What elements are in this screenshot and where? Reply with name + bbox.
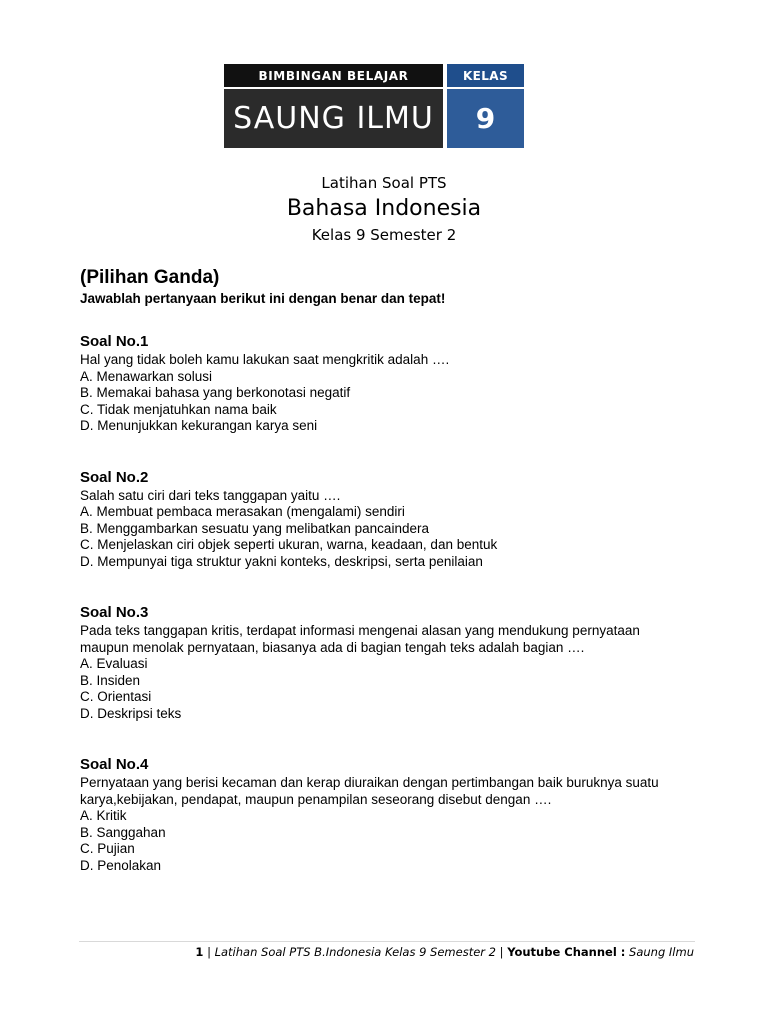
question-1 bbox=[80, 332, 700, 435]
document-class-line: Kelas 9 Semester 2 bbox=[311, 226, 457, 244]
question-title: Soal No.1 bbox=[80, 333, 149, 350]
answer-option: B. Sanggahan bbox=[80, 824, 166, 840]
logo-tagline: BIMBINGAN BELAJAR bbox=[224, 64, 443, 87]
logo-brand-name: SAUNG ILMU bbox=[224, 89, 443, 148]
footer-divider bbox=[79, 941, 695, 942]
section-instruction: Jawablah pertanyaan berikut ini dengan benar dan tepat! bbox=[80, 291, 446, 306]
answer-option: A. Kritik bbox=[80, 808, 127, 823]
question-title: Soal No.2 bbox=[80, 468, 149, 486]
answer-option: D. Mempunyai tiga struktur yakni konteks, deskripsi, serta penilaian bbox=[80, 553, 483, 569]
question-text: karya,kebijakan, pendapat, maupun penampilan seseorang disebut dengan …. bbox=[80, 791, 552, 807]
footer-separator: | bbox=[207, 945, 211, 959]
answer-option: C. Pujian bbox=[80, 841, 135, 856]
question-3 bbox=[80, 603, 700, 722]
answer-option: D. Penolakan bbox=[80, 857, 162, 873]
answer-option: C. Tidak menjatuhkan nama baik bbox=[80, 401, 277, 417]
document-header bbox=[0, 172, 768, 246]
question-text: Salah satu ciri dari teks tanggapan yaitu …. bbox=[80, 487, 341, 503]
answer-option: D. Menunjukkan kekurangan karya seni bbox=[80, 418, 318, 433]
answer-option: B. Menggambarkan sesuatu yang melibatkan pancaindera bbox=[80, 520, 429, 536]
question-4 bbox=[80, 755, 700, 874]
footer-separator: | bbox=[499, 945, 504, 959]
question-2 bbox=[80, 468, 700, 571]
brand-logo bbox=[224, 64, 524, 148]
answer-option: A. Menawarkan solusi bbox=[80, 368, 213, 384]
page-footer bbox=[195, 944, 694, 960]
document-body bbox=[80, 266, 700, 874]
section-title: (Pilihan Ganda) bbox=[80, 267, 220, 288]
answer-option: C. Orientasi bbox=[80, 689, 152, 704]
question-title: Soal No.4 bbox=[80, 756, 149, 773]
answer-option: D. Deskripsi teks bbox=[80, 705, 182, 721]
logo-class-label: KELAS bbox=[447, 64, 524, 87]
logo-class-number: 9 bbox=[447, 89, 524, 148]
answer-option: C. Menjelaskan ciri objek seperti ukuran, warna, keadaan, dan bentuk bbox=[80, 537, 498, 552]
question-title: Soal No.3 bbox=[80, 604, 149, 621]
footer-channel-name: Saung Ilmu bbox=[629, 945, 694, 959]
answer-option: A. Membuat pembaca merasakan (mengalami) sendiri bbox=[80, 504, 405, 519]
question-text: Pernyataan yang berisi kecaman dan kerap diuraikan dengan pertimbangan baik buruknya suatu bbox=[80, 775, 659, 790]
page-number: 1 bbox=[195, 945, 204, 959]
question-text: maupun menolak pernyataan, biasanya ada di bagian tengah teks adalah bagian …. bbox=[80, 639, 585, 655]
footer-channel-label: Youtube Channel : bbox=[507, 945, 626, 959]
answer-option: B. Memakai bahasa yang berkonotasi negatif bbox=[80, 385, 351, 400]
answer-option: A. Evaluasi bbox=[80, 656, 148, 671]
document-subtitle: Latihan Soal PTS bbox=[321, 174, 447, 192]
question-text: Hal yang tidak boleh kamu lakukan saat mengkritik adalah …. bbox=[80, 352, 450, 367]
footer-doc-title: Latihan Soal PTS B.Indonesia Kelas 9 Semester 2 bbox=[214, 945, 496, 959]
answer-option: B. Insiden bbox=[80, 672, 141, 688]
question-text: Pada teks tanggapan kritis, terdapat informasi mengenai alasan yang mendukung pernyataan bbox=[80, 623, 640, 638]
document-title: Bahasa Indonesia bbox=[286, 196, 482, 221]
